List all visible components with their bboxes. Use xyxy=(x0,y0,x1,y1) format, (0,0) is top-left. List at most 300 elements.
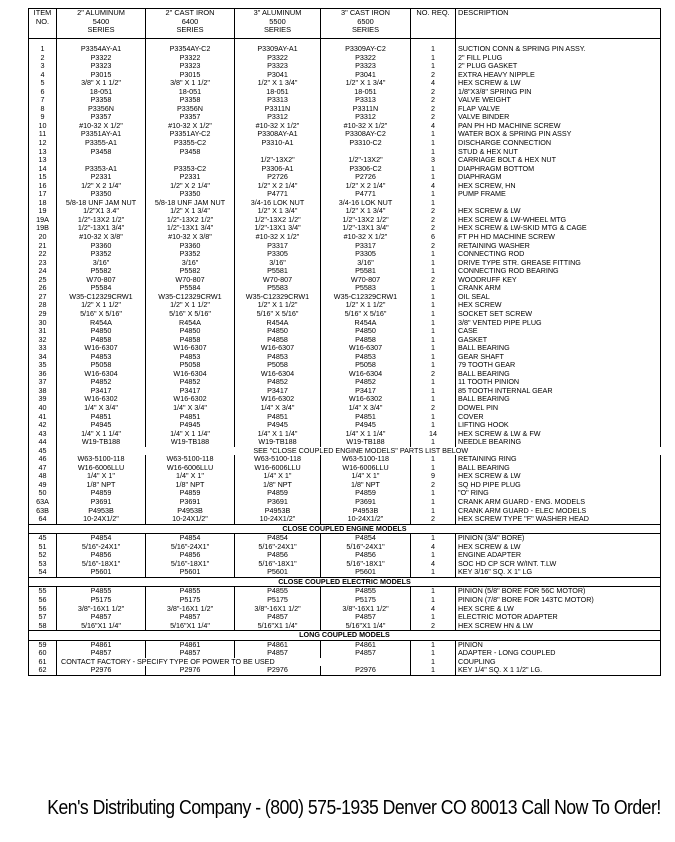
table-cell: 5/16" X 5/16" xyxy=(57,310,146,319)
table-cell: 22 xyxy=(29,250,57,259)
table-cell: P5583 xyxy=(235,284,321,293)
table-cell: P4945 xyxy=(57,421,146,430)
table-cell: P4859 xyxy=(57,489,146,498)
table-cell: HEX SCREW & LW & FW xyxy=(456,430,661,439)
table-cell: 5/16" X 5/16" xyxy=(235,310,321,319)
table-cell: 3/8"-16X1 1/2" xyxy=(235,605,321,614)
table-cell: 57 xyxy=(29,613,57,622)
table-row xyxy=(29,430,661,439)
table-cell: RETAINING RING xyxy=(456,455,661,464)
table-cell: 3/16" xyxy=(57,259,146,268)
section-title: CLOSE COUPLED ELECTRIC MODELS xyxy=(29,577,661,587)
table-cell: 1 xyxy=(411,551,456,560)
table-cell: W63-5100-118 xyxy=(235,455,321,464)
table-cell: 2 xyxy=(29,54,57,63)
table-cell: 10 xyxy=(29,122,57,131)
table-cell: 1 xyxy=(411,666,456,675)
table-cell: 1/4" X 1" xyxy=(146,472,235,481)
table-row xyxy=(29,605,661,614)
table-cell: P3312 xyxy=(235,113,321,122)
table-cell: P5582 xyxy=(146,267,235,276)
table-row xyxy=(29,387,661,396)
table-cell: 27 xyxy=(29,293,57,302)
table-cell: P4953B xyxy=(235,507,321,516)
table-cell: 6 xyxy=(411,233,456,242)
table-cell: P5175 xyxy=(321,596,411,605)
table-cell: P4857 xyxy=(321,649,411,658)
table-cell: 1/4" X 3/4" xyxy=(235,404,321,413)
table-cell: P3309AY-C2 xyxy=(321,45,411,54)
table-cell: W70-807 xyxy=(146,276,235,285)
table-cell: 32 xyxy=(29,336,57,345)
table-cell: P4857 xyxy=(57,649,146,658)
table-cell: 9 xyxy=(411,472,456,481)
table-cell: 2 xyxy=(411,242,456,251)
table-cell: #10-32 X 1/2" xyxy=(321,233,411,242)
table-cell: P3313 xyxy=(321,96,411,105)
table-cell: 3/4-16 LOK NUT xyxy=(235,199,321,208)
table-cell: 1/2" X 1 3/4" xyxy=(235,79,321,88)
table-cell: 25 xyxy=(29,276,57,285)
table-cell: P3323 xyxy=(57,62,146,71)
table-cell: R454A xyxy=(57,319,146,328)
table-cell: 13 xyxy=(29,148,57,157)
table-cell: 47 xyxy=(29,464,57,473)
table-cell: PUMP FRAME xyxy=(456,190,661,199)
table-cell: 1/4" X 3/4" xyxy=(57,404,146,413)
table-cell: 21 xyxy=(29,242,57,251)
table-cell: P3358 xyxy=(57,96,146,105)
table-cell: 10-24X1/2" xyxy=(235,515,321,524)
table-cell: DRIVE TYPE STR. GREASE FITTING xyxy=(456,259,661,268)
table-cell: W16-6307 xyxy=(321,344,411,353)
table-cell: P5581 xyxy=(321,267,411,276)
table-cell: BALL BEARING xyxy=(456,395,661,404)
table-cell: P4855 xyxy=(235,587,321,596)
table-cell: 16 xyxy=(29,182,57,191)
table-cell: VALVE WEIGHT xyxy=(456,96,661,105)
table-cell: W16-6307 xyxy=(235,344,321,353)
table-cell: 1/4" X 1" xyxy=(321,472,411,481)
table-cell: 1/2"-13X2 1/2" xyxy=(321,216,411,225)
table-cell xyxy=(235,148,321,157)
table-cell: 10-24X1/2" xyxy=(57,515,146,524)
table-cell: P4852 xyxy=(57,378,146,387)
table-cell: CARRIAGE BOLT & HEX NUT xyxy=(456,156,661,165)
table-row xyxy=(29,148,661,157)
parts-list xyxy=(28,8,660,676)
table-cell: P4953B xyxy=(321,507,411,516)
table-cell: 5/16"-18X1" xyxy=(146,560,235,569)
table-cell: P4851 xyxy=(57,413,146,422)
table-cell: CRANK ARM xyxy=(456,284,661,293)
table-cell: #10-32 X 1/2" xyxy=(235,233,321,242)
table-cell: 43 xyxy=(29,430,57,439)
table-cell: 3/4-16 LOK NUT xyxy=(321,199,411,208)
table-cell: 7 xyxy=(29,96,57,105)
table-cell: DIAPHRAGM BOTTOM xyxy=(456,165,661,174)
table-cell: HEX SCREW HN & LW xyxy=(456,622,661,631)
table-row xyxy=(29,45,661,54)
table-cell: 5/16"-18X1" xyxy=(235,560,321,569)
table-cell: 1 xyxy=(411,310,456,319)
table-cell: 10-24X1/2" xyxy=(146,515,235,524)
table-cell: W19-TB188 xyxy=(146,438,235,447)
table-cell: SUCTION CONN & SPRING PIN ASSY. xyxy=(456,45,661,54)
table-cell: 14 xyxy=(411,430,456,439)
table-cell: P3691 xyxy=(146,498,235,507)
table-cell: P3311N xyxy=(235,105,321,114)
table-cell: 1 xyxy=(411,413,456,422)
table-cell: 1/8" NPT xyxy=(57,481,146,490)
table-row xyxy=(29,310,661,319)
table-row xyxy=(29,596,661,605)
table-cell: 2 xyxy=(411,515,456,524)
table-cell: P4850 xyxy=(146,327,235,336)
table-cell: P3691 xyxy=(321,498,411,507)
table-cell: 2 xyxy=(411,96,456,105)
table-cell: #10-32 X 1/2" xyxy=(57,122,146,131)
table-cell: SOC HD CP SCR W/INT. T.LW xyxy=(456,560,661,569)
table-cell: P3322 xyxy=(235,54,321,63)
table-cell: 1/2" X 2 1/4" xyxy=(321,182,411,191)
table-cell: P3317 xyxy=(235,242,321,251)
table-cell: W63-5100-118 xyxy=(146,455,235,464)
table-cell: P4859 xyxy=(321,489,411,498)
table-cell: #10-32 X 1/2" xyxy=(235,122,321,131)
table-cell: 63B xyxy=(29,507,57,516)
table-cell: W16-6302 xyxy=(321,395,411,404)
table-cell: 5/16"-24X1" xyxy=(57,543,146,552)
table-cell: P4858 xyxy=(235,336,321,345)
table-cell: W70-807 xyxy=(235,276,321,285)
table-cell: HEX SCREW & LW xyxy=(456,207,661,216)
table-cell: W16-6307 xyxy=(146,344,235,353)
table-cell: 1 xyxy=(411,267,456,276)
table-row xyxy=(29,233,661,242)
table-cell: 12 xyxy=(29,139,57,148)
table-cell: 3 xyxy=(411,156,456,165)
table-cell: 5/16" X 5/16" xyxy=(321,310,411,319)
table-cell: P5601 xyxy=(321,568,411,577)
table-cell: W19-TB188 xyxy=(235,438,321,447)
table-cell: PINION (5/8" BORE FOR 56C MOTOR) xyxy=(456,587,661,596)
table-cell: 1/2"-13X2 1/2" xyxy=(57,216,146,225)
table-cell: P3323 xyxy=(235,62,321,71)
table-cell: R454A xyxy=(235,319,321,328)
table-cell: 15 xyxy=(29,173,57,182)
table-cell: P3357 xyxy=(146,113,235,122)
table-cell: 42 xyxy=(29,421,57,430)
table-cell: 5/16"X1 1/4" xyxy=(321,622,411,631)
table-cell: W16-6304 xyxy=(321,370,411,379)
table-cell: 1 xyxy=(411,199,456,208)
table-cell: 1 xyxy=(411,54,456,63)
table-cell: 30 xyxy=(29,319,57,328)
table-cell: CASE xyxy=(456,327,661,336)
table-row xyxy=(29,378,661,387)
table-cell: 3/16" xyxy=(321,259,411,268)
table-cell: P3041 xyxy=(235,71,321,80)
table-cell: W63-5100-118 xyxy=(57,455,146,464)
table-cell: P2331 xyxy=(57,173,146,182)
table-cell: P4853 xyxy=(321,353,411,362)
table-cell: STUD & HEX NUT xyxy=(456,148,661,157)
table-cell: P2726 xyxy=(235,173,321,182)
col-description-header: DESCRIPTION xyxy=(456,9,661,39)
table-cell: 64 xyxy=(29,515,57,524)
table-cell: P4854 xyxy=(57,534,146,543)
table-cell: 1/8" NPT xyxy=(321,481,411,490)
table-cell: 1 xyxy=(411,613,456,622)
table-cell: 2 xyxy=(411,105,456,114)
table-cell: 1/4" X 1" xyxy=(235,472,321,481)
table-cell: 6 xyxy=(29,88,57,97)
table-cell: W16-6307 xyxy=(57,344,146,353)
table-cell: 55 xyxy=(29,587,57,596)
table-cell: P5601 xyxy=(235,568,321,577)
table-cell: 79 TOOTH GEAR xyxy=(456,361,661,370)
table-row xyxy=(29,344,661,353)
table-cell: 4 xyxy=(411,122,456,131)
col-item-header: ITEM NO. xyxy=(29,9,57,39)
table-cell: 2" PLUG GASKET xyxy=(456,62,661,71)
table-row xyxy=(29,587,661,596)
table-cell: ENGINE ADAPTER xyxy=(456,551,661,560)
table-cell xyxy=(57,156,146,165)
table-cell: NEEDLE BEARING xyxy=(456,438,661,447)
table-cell: 1 xyxy=(411,507,456,516)
table-cell: P4855 xyxy=(57,587,146,596)
table-cell: P4856 xyxy=(146,551,235,560)
table-cell: 2 xyxy=(411,481,456,490)
table-cell: P4858 xyxy=(146,336,235,345)
table-cell: 1 xyxy=(411,387,456,396)
table-cell: DIAPHRAGM xyxy=(456,173,661,182)
table-cell: P2331 xyxy=(146,173,235,182)
table-row xyxy=(29,336,661,345)
table-cell: BALL BEARING xyxy=(456,344,661,353)
table-cell: P3015 xyxy=(146,71,235,80)
table-row xyxy=(29,224,661,233)
table-row xyxy=(29,293,661,302)
table-cell: P4852 xyxy=(146,378,235,387)
table-cell: 2 xyxy=(411,622,456,631)
table-cell: 1/4" X 3/4" xyxy=(146,404,235,413)
table-cell: P3317 xyxy=(321,242,411,251)
table-cell: 63A xyxy=(29,498,57,507)
table-row xyxy=(29,165,661,174)
table-cell: #10-32 X 1/2" xyxy=(321,122,411,131)
table-cell: 5/16"-24X1" xyxy=(146,543,235,552)
table-cell: W16-6304 xyxy=(235,370,321,379)
table-cell: 60 xyxy=(29,649,57,658)
table-cell: 1 xyxy=(411,489,456,498)
table-cell: 5/16"-24X1" xyxy=(321,543,411,552)
table-row xyxy=(29,560,661,569)
table-cell: 18-051 xyxy=(57,88,146,97)
table-cell: 11 xyxy=(29,130,57,139)
table-cell: PAN PH HD MACHINE SCREW xyxy=(456,122,661,131)
table-cell: 1 xyxy=(411,344,456,353)
table-cell: 1 xyxy=(411,62,456,71)
table-cell: W16-6006LLU xyxy=(57,464,146,473)
table-cell: 5 xyxy=(29,79,57,88)
table-cell: 1 xyxy=(411,165,456,174)
table-cell: P5058 xyxy=(235,361,321,370)
table-row xyxy=(29,54,661,63)
table-cell: 35 xyxy=(29,361,57,370)
table-cell: P5601 xyxy=(146,568,235,577)
table-row xyxy=(29,472,661,481)
table-cell: P4851 xyxy=(235,413,321,422)
table-cell: P3355-A1 xyxy=(57,139,146,148)
table-cell: 53 xyxy=(29,560,57,569)
table-cell: 1/2"-13X1 3/4" xyxy=(57,224,146,233)
table-cell: 1 xyxy=(411,139,456,148)
table-cell: P3041 xyxy=(321,71,411,80)
table-cell: 1 xyxy=(411,596,456,605)
table-cell: SQ HD PIPE PLUG xyxy=(456,481,661,490)
table-cell: 1 xyxy=(411,498,456,507)
table-cell: 1 xyxy=(411,327,456,336)
table-cell: 5/16"X1 1/4" xyxy=(235,622,321,631)
table-cell: CRANK ARM GUARD - ELEC MODELS xyxy=(456,507,661,516)
table-cell: P4852 xyxy=(321,378,411,387)
table-cell: BALL BEARING xyxy=(456,464,661,473)
table-cell: P5175 xyxy=(57,596,146,605)
table-row xyxy=(29,250,661,259)
table-cell: P3305 xyxy=(235,250,321,259)
table-row xyxy=(29,267,661,276)
table-cell: 1/4" X 1 1/4" xyxy=(57,430,146,439)
table-cell: P3417 xyxy=(321,387,411,396)
footer-banner: Ken's Distributing Company - (800) 575-1935 Denver CO 80013 Call Now To Order! xyxy=(47,796,661,819)
table-row xyxy=(29,447,661,456)
table-cell: 1/2" X 1 1/2" xyxy=(321,301,411,310)
table-cell: 2 xyxy=(411,404,456,413)
table-cell: P4771 xyxy=(321,190,411,199)
col-2in-cast-iron-header: 2" CAST IRON 6400 SERIES xyxy=(146,9,235,39)
table-row xyxy=(29,534,661,543)
table-cell: 1/2"X1 3.4" xyxy=(57,207,146,216)
table-cell: W63-5100-118 xyxy=(321,455,411,464)
table-cell: 5/16"-24X1" xyxy=(235,543,321,552)
table-cell: W35-C12329CRW1 xyxy=(235,293,321,302)
table-cell: W16-6304 xyxy=(57,370,146,379)
table-cell: P3351AY-C2 xyxy=(146,130,235,139)
table-cell: WATER BOX & SPRING PIN ASSY xyxy=(456,130,661,139)
table-cell: ADAPTER - LONG COUPLED xyxy=(456,649,661,658)
table-row xyxy=(29,421,661,430)
table-cell: P4856 xyxy=(57,551,146,560)
table-cell: 1 xyxy=(411,587,456,596)
section-header xyxy=(29,524,661,534)
table-cell: P4953B xyxy=(57,507,146,516)
table-cell: 5/16" X 5/16" xyxy=(146,310,235,319)
table-cell: P3310-C2 xyxy=(321,139,411,148)
table-cell: 3/16" xyxy=(235,259,321,268)
table-row xyxy=(29,481,661,490)
table-cell: 1/2" X 1 3/4" xyxy=(321,79,411,88)
table-cell: 1/4" X 1 1/4" xyxy=(146,430,235,439)
table-cell: W35-C12329CRW1 xyxy=(321,293,411,302)
table-cell: P4771 xyxy=(235,190,321,199)
table-cell: 45 xyxy=(29,447,57,456)
table-cell: HEX SCREW & LW-SKID MTG & CAGE xyxy=(456,224,661,233)
table-row xyxy=(29,242,661,251)
table-cell: P3322 xyxy=(146,54,235,63)
parts-table xyxy=(28,8,661,676)
table-cell: 1/4" X 1 1/4" xyxy=(321,430,411,439)
table-cell: 45 xyxy=(29,534,57,543)
table-cell: 1 xyxy=(411,649,456,658)
table-cell: R454A xyxy=(321,319,411,328)
table-cell: LIFTING HOOK xyxy=(456,421,661,430)
table-cell: P3308AY-C2 xyxy=(321,130,411,139)
table-cell: P4853 xyxy=(57,353,146,362)
table-cell: P4858 xyxy=(321,336,411,345)
table-row xyxy=(29,139,661,148)
table-cell: P4945 xyxy=(146,421,235,430)
table-cell: P3417 xyxy=(235,387,321,396)
table-cell: P4853 xyxy=(146,353,235,362)
table-cell: W35-C12329CRW1 xyxy=(146,293,235,302)
table-cell: P3323 xyxy=(146,62,235,71)
table-cell: PINION (3/4" BORE) xyxy=(456,534,661,543)
table-cell: P4857 xyxy=(146,613,235,622)
table-cell: 19 xyxy=(29,207,57,216)
table-cell: P3308AY-A1 xyxy=(235,130,321,139)
section-title: CLOSE COUPLED ENGINE MODELS xyxy=(29,524,661,534)
table-row xyxy=(29,79,661,88)
table-cell: P4853 xyxy=(235,353,321,362)
table-cell: GASKET xyxy=(456,336,661,345)
table-cell: P4851 xyxy=(146,413,235,422)
table-cell: P3360 xyxy=(146,242,235,251)
table-row xyxy=(29,489,661,498)
table-row xyxy=(29,173,661,182)
table-cell: P4857 xyxy=(57,613,146,622)
table-cell: FLAP VALVE xyxy=(456,105,661,114)
table-cell: 18-051 xyxy=(321,88,411,97)
table-cell: P3309AY-A1 xyxy=(235,45,321,54)
table-cell: ELECTRIC MOTOR ADAPTER xyxy=(456,613,661,622)
table-cell: 1/2"-13X2 1/2" xyxy=(235,216,321,225)
table-row xyxy=(29,71,661,80)
table-cell: P3015 xyxy=(57,71,146,80)
table-cell: 3/8" X 1 1/2" xyxy=(57,79,146,88)
table-cell: W16-6302 xyxy=(235,395,321,404)
table-row xyxy=(29,96,661,105)
table-row xyxy=(29,353,661,362)
table-cell: OIL SEAL xyxy=(456,293,661,302)
table-cell: 49 xyxy=(29,481,57,490)
table-cell: P3356N xyxy=(57,105,146,114)
table-cell: HEX SCRE & LW xyxy=(456,605,661,614)
table-cell: 1 xyxy=(411,190,456,199)
table-row xyxy=(29,207,661,216)
table-row xyxy=(29,507,661,516)
table-cell: P3417 xyxy=(57,387,146,396)
table-cell: 1/2"-13X2" xyxy=(235,156,321,165)
table-cell: P4861 xyxy=(57,640,146,649)
header-row xyxy=(29,9,661,39)
table-cell: P4859 xyxy=(146,489,235,498)
col-qty-header: NO. REQ. xyxy=(411,9,456,39)
table-cell: W16-6302 xyxy=(57,395,146,404)
table-row xyxy=(29,613,661,622)
